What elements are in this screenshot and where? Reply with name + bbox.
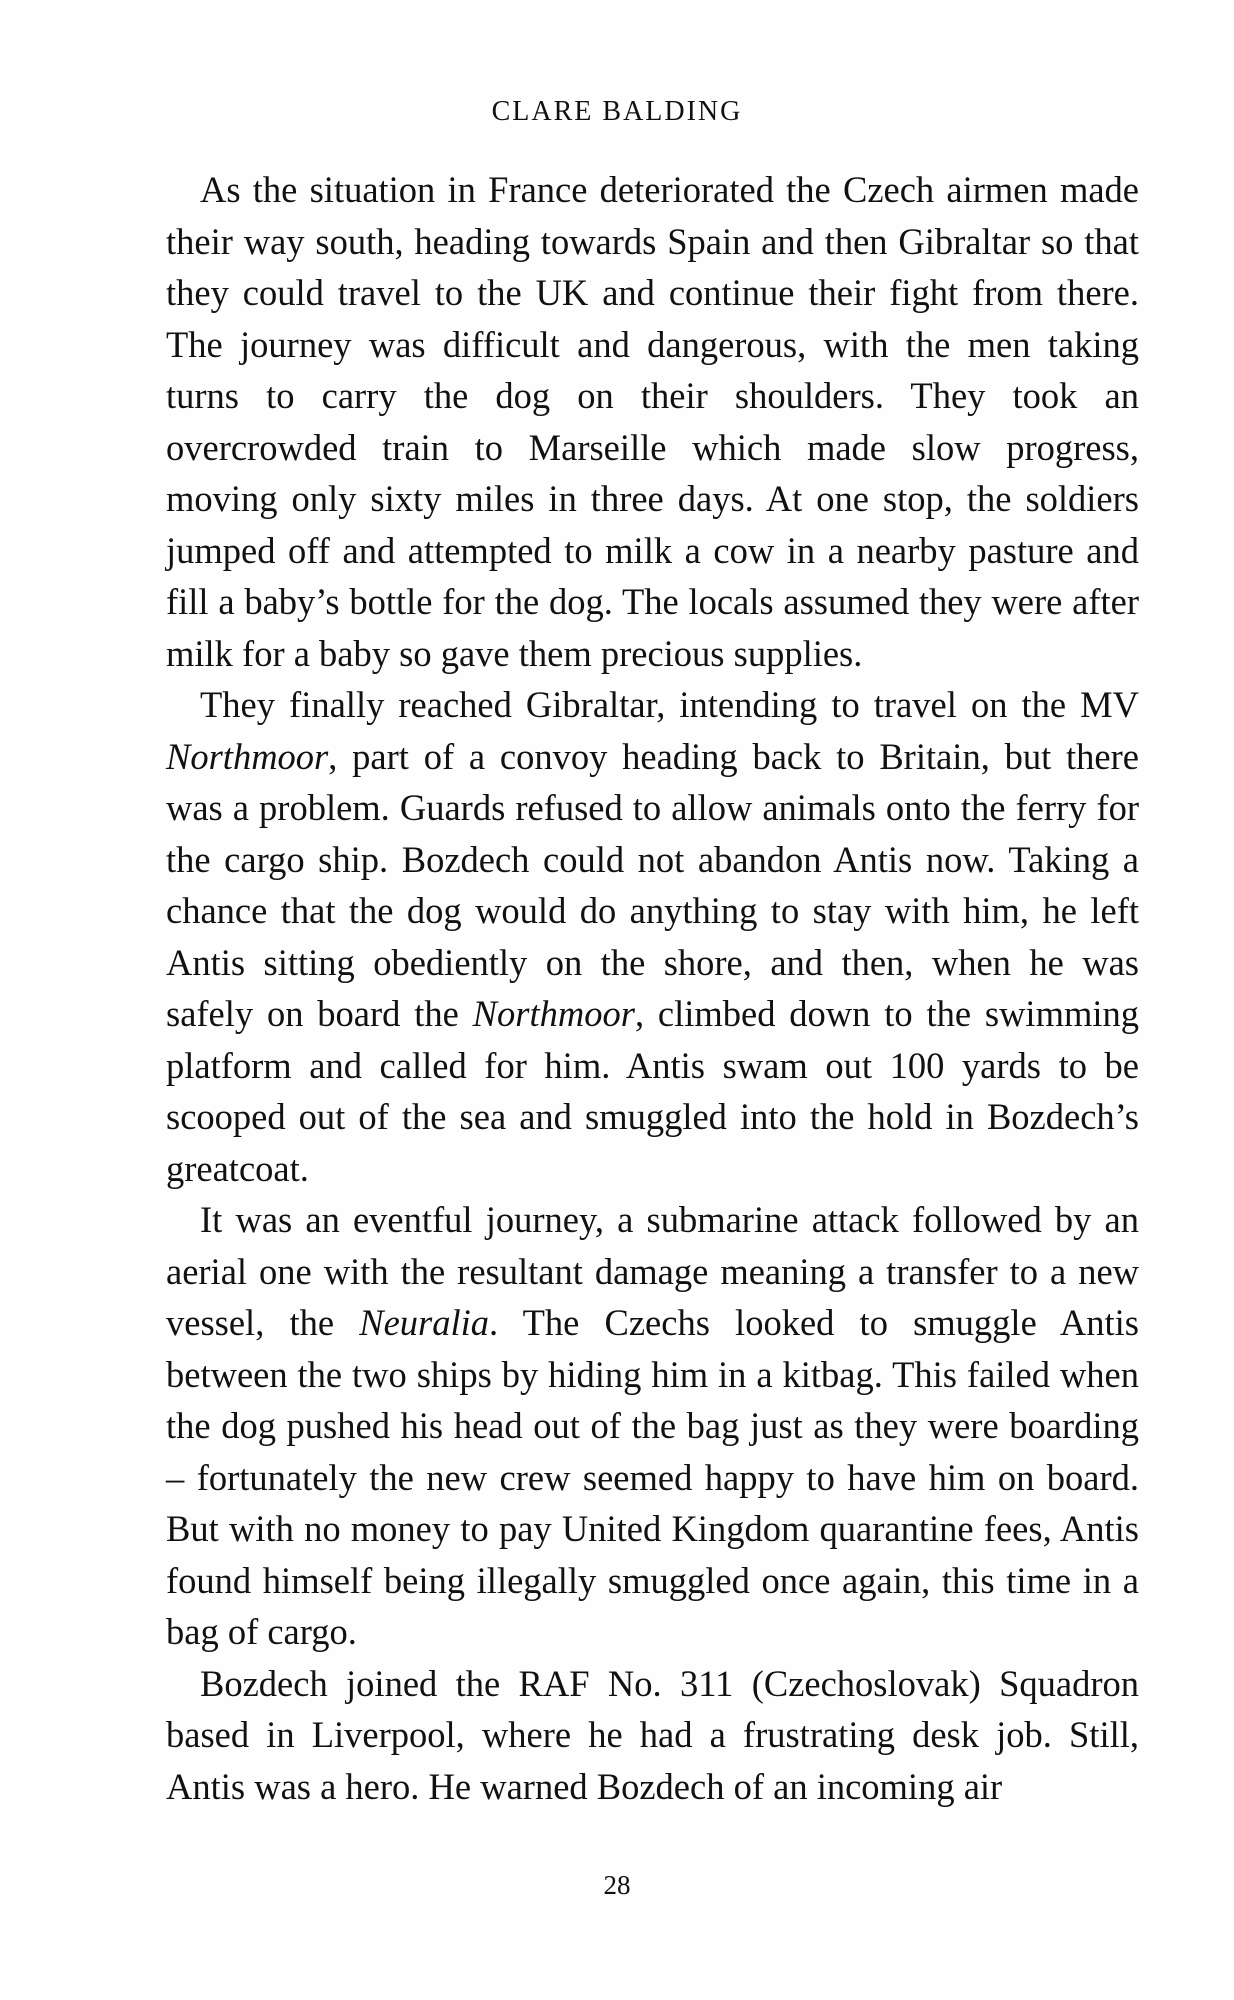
paragraph-2 xyxy=(166,679,1139,1194)
paragraph-4 xyxy=(166,1658,1139,1813)
paragraph-text: They finally reached Gibraltar, intending to travel on the MV xyxy=(200,684,1139,725)
ship-name-italic: Neuralia xyxy=(359,1302,490,1343)
page-number: 28 xyxy=(603,1870,631,1900)
paragraph-3 xyxy=(166,1194,1139,1658)
paragraph-text: It was an eventful journey, a submarine attack followed by an aerial one with the resultant damage meaning a transfer to a new vessel, the xyxy=(166,1199,1139,1343)
paragraph-1 xyxy=(166,164,1139,679)
paragraph-text: , climbed down to the swimming platform and called for him. Antis swam out 100 yards to be scooped out of the sea and smuggled into the hold in Bozdech’s greatcoat. xyxy=(166,993,1139,1189)
running-head: CLARE BALDING xyxy=(491,96,743,127)
body-text xyxy=(166,164,1139,1812)
paragraph-text: As the situation in France deteriorated the Czech airmen made their way south, heading towards Spain and then Gibraltar so that they could travel to the UK and continue their fight from there. The journey was difficult and dangerous, with the men taking turns to carry the dog on their shoulders. They took an overcrowded train to Marseille which made slow progress, moving only sixty miles in three days. At one stop, the soldiers jumped off and attempted to milk a cow in a nearby pasture and fill a baby’s bottle for the dog. The locals assumed they were after milk for a baby so gave them precious supplies. xyxy=(166,169,1139,674)
ship-name-italic: Northmoor xyxy=(166,735,329,777)
paragraph-text: Bozdech joined the RAF No. 311 (Czechoslovak) Squadron based in Liverpool, where he had a frustrating desk job. Still, Antis was a hero. He warned Bozdech of an incoming air xyxy=(166,1662,1139,1807)
paragraph-text: . The Czechs looked to smuggle Antis between the two ships by hiding him in a kitbag. This failed when the dog pushed his head out of the bag just as they were boarding – fortunately the new crew seemed happy to have him on board. But with no money to pay United Kingdom quarantine fees, Antis found himself being illegally smuggled once again, this time in a bag of cargo. xyxy=(166,1302,1139,1652)
paragraph-text: , part of a convoy heading back to Britain, but there was a problem. Guards refused to allow animals onto the ferry for the cargo ship. Bozdech could not abandon Antis now. Taking a chance that the dog would do anything to stay with him, he left Antis sitting obediently on the shore, and then, when he was safely on board the xyxy=(166,735,1139,1034)
ship-name-italic: Northmoor xyxy=(472,993,635,1034)
